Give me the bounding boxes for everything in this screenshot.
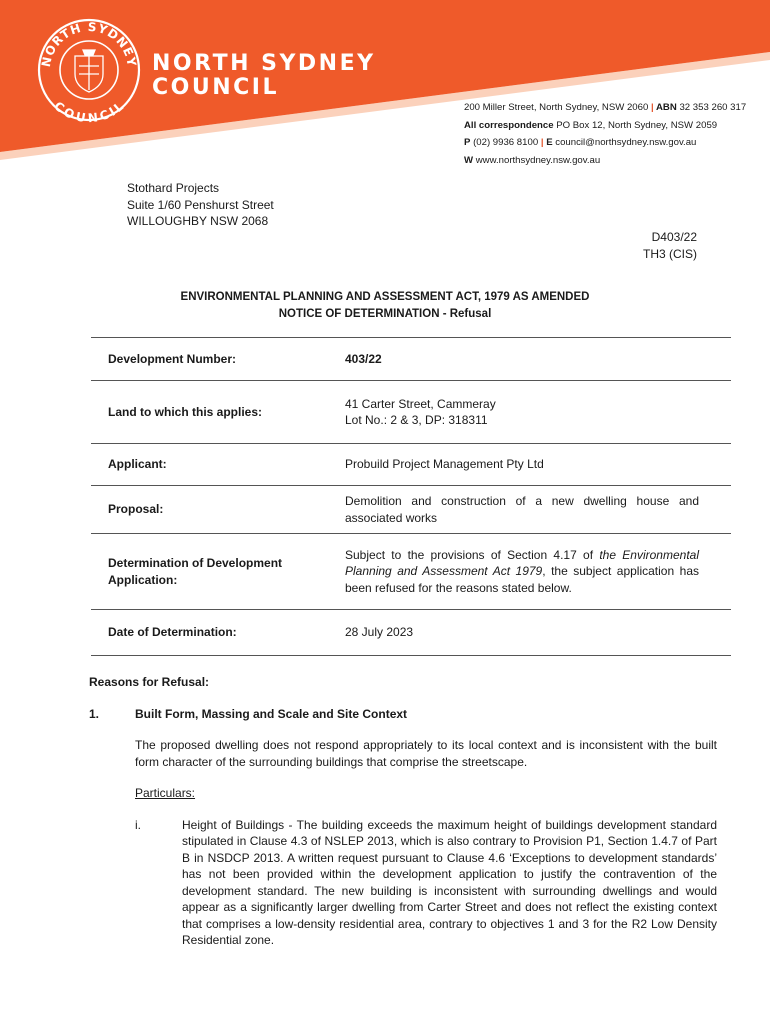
reason-number: 1. [89,706,100,721]
council-address: 200 Miller Street, North Sydney, NSW 2060 [464,102,649,113]
title-notice: NOTICE OF DETERMINATION - Refusal [278,307,492,320]
divider-bar: | [540,137,547,148]
development-number-value: 403/22 [345,351,382,366]
reference-block [643,229,697,262]
web-label: W [464,154,474,166]
date-value: 28 July 2023 [345,625,414,640]
reason-title: Built Form, Massing and Scale and Site Context [135,706,408,721]
particular-number: i. [135,817,141,832]
reference-officer: TH3 (CIS) [643,246,697,261]
correspondence-value: PO Box 12, North Sydney, NSW 2059 [556,119,718,131]
email-label: E [546,137,553,148]
proposal-value: Demolition and construction of a new dwelling house and associated works [345,494,699,525]
particular-text: Height of Buildings - The building exceeds the maximum height of buildings development standard stipulated in Clause 4.3 of NSLEP 2013, which is also contrary to Provision P1, Section 1.4.7 of Part B in NSDCP 2013. A written request pursuant to Clause 4.6 ‘Exceptions to development standards’ has not been provided within the development application to justify the contravention of the development standard. The new building is inconsistent with surrounding dwellings and would appear as a significantly larger dwelling from Carter Street and does not reflect the existing context that comprises a low-density residential area, contrary to objectives 1 and 3 for the R2 Low Density Residential zone. [182,817,717,947]
council-wordmark [152,52,376,100]
proposal-label: Proposal: [108,502,164,517]
council-name-line1: NORTH SYDNEY [152,51,376,76]
table-row [91,533,731,609]
table-row [91,380,731,443]
particulars-label: Particulars: [135,786,196,800]
reasons-heading: Reasons for Refusal: [89,675,210,689]
determination-value [345,547,699,597]
table-row [91,443,731,485]
contact-line-correspondence [464,117,746,135]
phone-value: (02) 9936 8100 [473,137,539,148]
website-link[interactable]: www.northsydney.nsw.gov.au [475,154,601,166]
applicant-label: Applicant: [108,457,167,472]
date-label: Date of Determination: [108,625,237,640]
contact-line-address [464,99,746,117]
determination-text-1: Subject to the provisions of Section 4.17 of [345,547,600,562]
development-number-label: Development Number: [108,351,237,366]
table-row [91,485,731,533]
council-contact-block [464,99,746,169]
contact-line-web [464,152,746,170]
reason-paragraph: The proposed dwelling does not respond appropriately to its local context and is inconsistent with the built form character of the surrounding buildings that comprise the streetscape. [135,738,717,769]
particular-item [89,817,717,949]
abn-label: ABN [656,102,677,113]
determination-label: Determination of Development Application: [108,556,283,587]
document-title [0,289,770,322]
recipient-line3: WILLOUGHBY NSW 2068 [127,214,269,228]
abn-value: 32 353 260 317 [679,102,747,113]
council-seal-logo [39,20,139,125]
reasons-section [89,674,717,949]
land-lot: Lot No.: 2 & 3, DP: 318311 [345,413,488,427]
reference-number: D403/22 [651,230,697,244]
phone-label: P [464,137,471,148]
title-act: ENVIRONMENTAL PLANNING AND ASSESSMENT ACT, 1979 AS AMENDED [180,291,590,303]
correspondence-label: All correspondence [464,119,554,131]
determination-act-name: the Environmental Planning and Assessment Act 1979 [345,547,699,579]
recipient-line1: Stothard Projects [127,181,220,195]
table-row [91,337,731,380]
applicant-value: Probuild Project Management Pty Ltd [345,457,544,472]
determination-details-table [91,337,731,656]
contact-line-phone-email [464,134,746,152]
seal-bottom-text: COUNCIL [51,98,127,126]
divider-bar: | [651,102,656,113]
land-label: Land to which this applies: [108,404,263,419]
land-address: 41 Carter Street, Cammeray [345,396,496,411]
recipient-address [127,180,274,230]
determination-text-2: , the subject application has been refused for the reasons stated below. [345,564,699,595]
recipient-line2: Suite 1/60 Penshurst Street [127,197,274,212]
land-value [345,396,699,429]
reason-item-heading [89,706,717,723]
email-link[interactable]: council@northsydney.nsw.gov.au [555,137,697,148]
table-row [91,609,731,656]
seal-top-text: NORTH SYDNEY [38,19,140,69]
council-name-line2: COUNCIL [152,75,279,100]
